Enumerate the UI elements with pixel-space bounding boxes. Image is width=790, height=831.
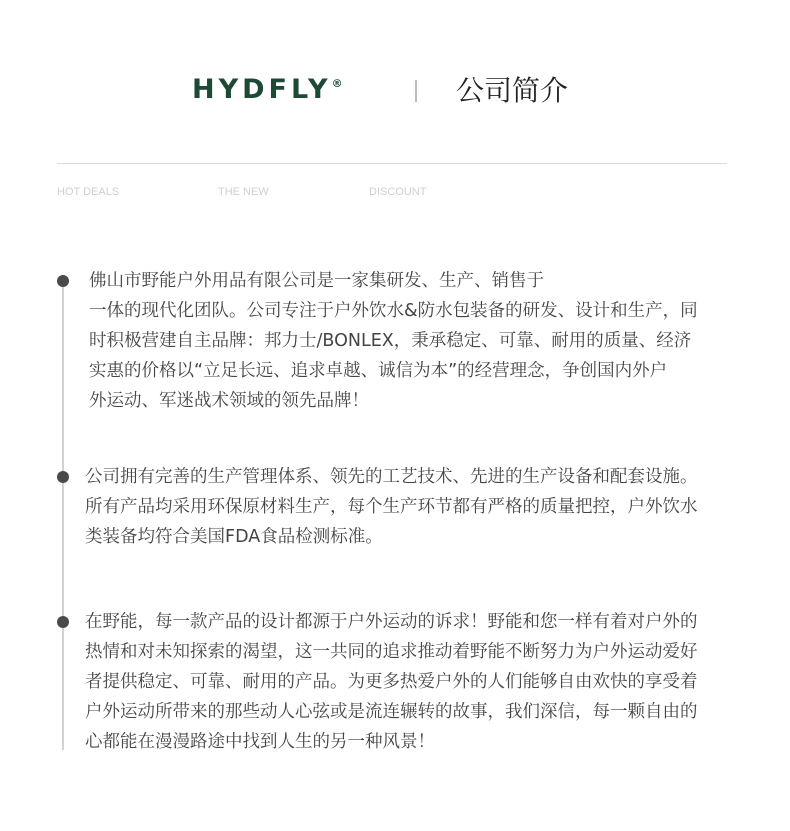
paragraph-line: 佛山市野能户外用品有限公司是一家集研发、生产、销售于 — [89, 271, 544, 291]
header-rule — [57, 163, 727, 164]
brand-name: HYDFLY — [192, 74, 332, 105]
paragraph-line: 公司拥有完善的生产管理体系、领先的工艺技术、先进的生产设备和配套设施。 — [85, 467, 698, 487]
paragraph-line: 所有产品均采用环保原材料生产，每个生产环节都有严格的质量把控，户外饮水 — [85, 497, 698, 517]
registered-mark: ® — [331, 77, 343, 90]
paragraph-line: 在野能，每一款产品的设计都源于户外运动的诉求！野能和您一样有着对户外的 — [85, 612, 698, 632]
paragraph-line: 户外运动所带来的那些动人心弦或是流连辗转的故事，我们深信，每一颗自由的 — [85, 702, 698, 722]
paragraph-line: 时积极营建自主品牌：邦力士/BONLEX，秉承稳定、可靠、耐用的质量、经济 — [89, 331, 692, 351]
paragraph-line: 心都能在漫漫路途中找到人生的另一种风景！ — [85, 732, 435, 752]
timeline-bullet-3 — [57, 616, 69, 628]
paragraph-line: 热情和对未知探索的渴望，这一共同的追求推动着野能不断努力为户外运动爱好 — [85, 642, 698, 662]
page-title: 公司简介 — [456, 74, 569, 107]
paragraph-line: 外运动、军迷战术领域的领先品牌！ — [89, 391, 369, 411]
page-header — [0, 0, 790, 140]
paragraph-line: 一体的现代化团队。公司专注于户外饮水&防水包装备的研发、设计和生产，同 — [89, 301, 698, 321]
section-vision — [85, 607, 698, 757]
section-intro — [89, 266, 698, 416]
timeline-line — [62, 282, 64, 750]
paragraph-line: 实惠的价格以“立足长远、追求卓越、诚信为本”的经营理念，争创国内外户 — [89, 361, 668, 381]
paragraph-line: 者提供稳定、可靠、耐用的产品。为更多热爱户外的人们能够自由欢快的享受着 — [85, 672, 698, 692]
tab-hot-deals[interactable]: HOT DEALS — [57, 186, 120, 198]
header-divider — [415, 80, 417, 102]
section-production — [85, 462, 698, 552]
timeline-bullet-2 — [57, 471, 69, 483]
timeline-bullet-1 — [57, 275, 69, 287]
tab-the-new[interactable]: THE NEW — [218, 186, 269, 198]
brand-logo[interactable] — [192, 72, 343, 108]
paragraph-line: 类装备均符合美国FDA食品检测标准。 — [85, 527, 383, 547]
tab-discount[interactable]: DISCOUNT — [369, 186, 427, 198]
